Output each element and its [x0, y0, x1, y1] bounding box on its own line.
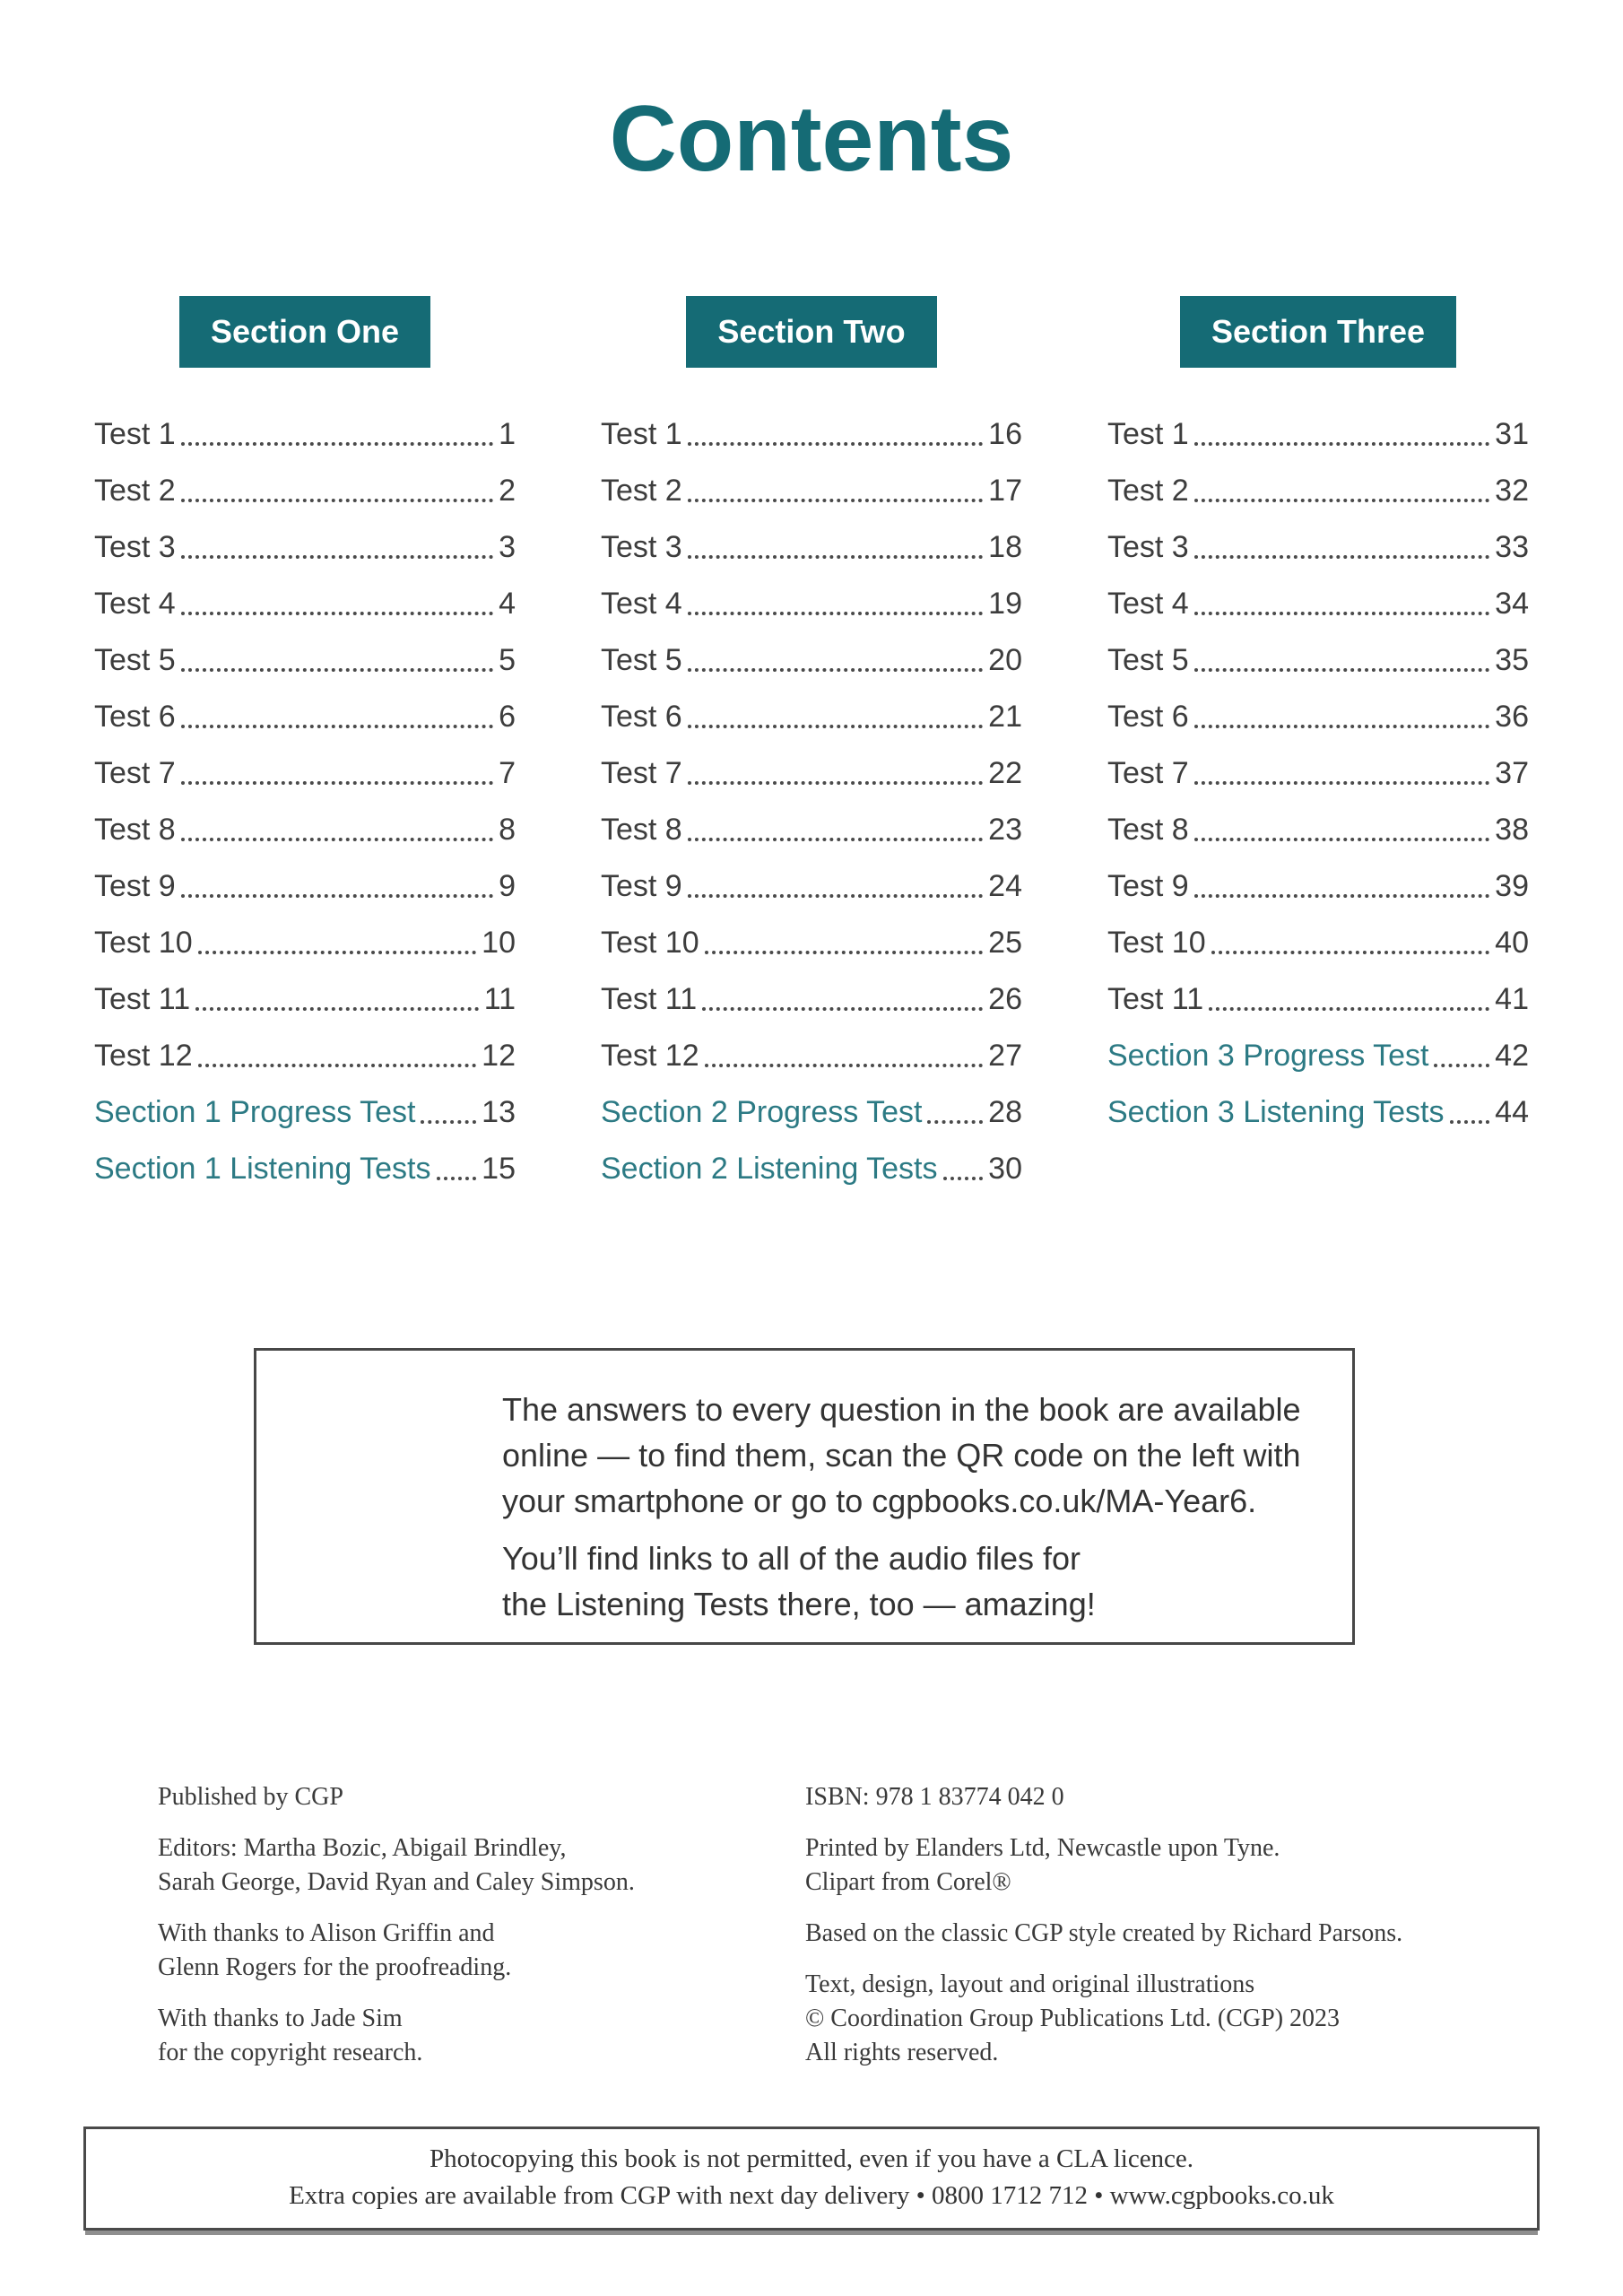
toc-entry-label: Test 12 — [94, 1039, 193, 1073]
toc-entry — [94, 1141, 516, 1197]
toc-entry-page-number: 36 — [1495, 700, 1529, 734]
toc-entry — [601, 1028, 1022, 1084]
toc-entry-label: Test 5 — [601, 643, 682, 677]
toc-entry — [1107, 463, 1529, 519]
dotted-leader — [927, 1102, 983, 1124]
dotted-leader — [181, 537, 493, 559]
toc-entry-page-number: 1 — [499, 417, 516, 451]
toc-entry-page-number: 25 — [988, 926, 1022, 960]
toc-entry-label: Test 6 — [1107, 700, 1189, 734]
toc-entry-page-number: 24 — [988, 869, 1022, 903]
toc-entry — [601, 689, 1022, 745]
toc-column — [94, 296, 516, 1197]
dotted-leader — [1194, 707, 1489, 728]
toc-entry — [94, 576, 516, 632]
dotted-leader — [705, 933, 984, 954]
toc-entry — [601, 858, 1022, 915]
dotted-leader — [181, 763, 493, 785]
dotted-leader — [1211, 933, 1490, 954]
imprint-line: With thanks to Alison Griffin and — [158, 1919, 495, 1947]
toc-entry-page-number: 33 — [1495, 530, 1529, 564]
toc-entry-label: Test 4 — [94, 587, 176, 621]
section-header-wrap — [601, 296, 1022, 368]
imprint-line: ISBN: 978 1 83774 042 0 — [805, 1783, 1064, 1811]
qr-code-placeholder — [283, 1387, 481, 1602]
dotted-leader — [198, 1046, 477, 1067]
toc-entry-label: Test 3 — [94, 530, 176, 564]
toc-column — [601, 296, 1022, 1197]
toc-entry — [601, 1141, 1022, 1197]
imprint-paragraph — [805, 1917, 1487, 1951]
toc-entry-page-number: 11 — [483, 982, 516, 1016]
toc-entry — [601, 1084, 1022, 1141]
answers-note-paragraph — [502, 1535, 1327, 1627]
toc-entry — [94, 519, 516, 576]
toc-entry-page-number: 10 — [482, 926, 516, 960]
toc-entry-label: Test 11 — [601, 982, 698, 1016]
dotted-leader — [688, 876, 983, 898]
dotted-leader — [181, 650, 493, 672]
toc-entry — [1107, 576, 1529, 632]
toc-entry-label: Test 5 — [1107, 643, 1189, 677]
dotted-leader — [688, 537, 983, 559]
dotted-leader — [437, 1159, 477, 1180]
toc-entry-page-number: 35 — [1495, 643, 1529, 677]
toc-entry-page-number: 4 — [499, 587, 516, 621]
toc-entry-label: Test 9 — [94, 869, 176, 903]
answers-note-paragraph — [502, 1387, 1327, 1524]
toc-entry-page-number: 27 — [988, 1039, 1022, 1073]
imprint-line: Based on the classic CGP style created by Richard Parsons. — [805, 1919, 1403, 1947]
toc-entry-label: Section 3 Listening Tests — [1107, 1095, 1445, 1129]
toc-entry — [94, 406, 516, 463]
toc-entry-page-number: 26 — [988, 982, 1022, 1016]
toc-entry-page-number: 34 — [1495, 587, 1529, 621]
imprint-line: Published by CGP — [158, 1783, 343, 1811]
toc-entry — [601, 971, 1022, 1028]
toc-entry-page-number: 19 — [988, 587, 1022, 621]
toc-entry-page-number: 12 — [482, 1039, 516, 1073]
dotted-leader — [1194, 424, 1489, 446]
toc-entry — [601, 406, 1022, 463]
toc-entry-label: Test 8 — [1107, 813, 1189, 847]
imprint-paragraph — [805, 1831, 1487, 1900]
photocopying-notice-line: Photocopying this book is not permitted, even if you have a CLA licence. — [429, 2144, 1194, 2173]
toc-entry-label: Test 10 — [94, 926, 193, 960]
toc-columns — [94, 296, 1529, 1197]
toc-entry — [94, 689, 516, 745]
dotted-leader — [702, 989, 983, 1011]
dotted-leader — [688, 707, 983, 728]
dotted-leader — [1194, 820, 1489, 841]
toc-entry — [1107, 858, 1529, 915]
dotted-leader — [181, 594, 493, 615]
toc-entry-page-number: 37 — [1495, 756, 1529, 790]
toc-entry — [601, 915, 1022, 971]
answers-note-line: your smartphone or go to cgpbooks.co.uk/MA-Year6. — [502, 1483, 1257, 1519]
imprint-paragraph — [158, 1831, 741, 1900]
toc-entry-label: Test 11 — [94, 982, 191, 1016]
toc-entry — [1107, 689, 1529, 745]
dotted-leader — [943, 1159, 984, 1180]
imprint-left-column — [158, 1780, 741, 2087]
toc-entry-label: Test 9 — [601, 869, 682, 903]
dotted-leader — [1194, 594, 1489, 615]
answers-note-text — [502, 1387, 1327, 1627]
toc-entry — [94, 858, 516, 915]
imprint-line: All rights reserved. — [805, 2039, 999, 2066]
dotted-leader — [688, 424, 983, 446]
toc-entry-page-number: 9 — [499, 869, 516, 903]
dotted-leader — [688, 820, 983, 841]
toc-entry-label: Section 1 Listening Tests — [94, 1152, 431, 1186]
toc-entry-label: Section 1 Progress Test — [94, 1095, 416, 1129]
dotted-leader — [688, 763, 983, 785]
toc-entry — [1107, 519, 1529, 576]
toc-entry-page-number: 16 — [988, 417, 1022, 451]
toc-entry-page-number: 41 — [1495, 982, 1529, 1016]
toc-entry — [94, 632, 516, 689]
dotted-leader — [198, 933, 477, 954]
toc-entry-label: Test 3 — [601, 530, 682, 564]
toc-entry-label: Test 1 — [94, 417, 176, 451]
toc-entry-page-number: 31 — [1495, 417, 1529, 451]
toc-entry-page-number: 7 — [499, 756, 516, 790]
toc-entry-label: Test 9 — [1107, 869, 1189, 903]
toc-entry — [94, 463, 516, 519]
toc-entry — [601, 519, 1022, 576]
imprint-paragraph — [805, 1968, 1487, 2070]
toc-entry-page-number: 21 — [988, 700, 1022, 734]
imprint-line: Text, design, layout and original illustrations — [805, 1970, 1255, 1998]
toc-entry-label: Test 7 — [94, 756, 176, 790]
toc-entry-page-number: 8 — [499, 813, 516, 847]
toc-entry — [1107, 745, 1529, 802]
toc-entry-page-number: 13 — [482, 1095, 516, 1129]
dotted-leader — [181, 876, 493, 898]
section-header-wrap — [1107, 296, 1529, 368]
dotted-leader — [1434, 1046, 1489, 1067]
imprint-paragraph — [158, 1917, 741, 1985]
toc-entry-page-number: 28 — [988, 1095, 1022, 1129]
dotted-leader — [1194, 537, 1489, 559]
toc-entry — [1107, 802, 1529, 858]
dotted-leader — [688, 650, 983, 672]
dotted-leader — [181, 820, 493, 841]
answers-note-line: the Listening Tests there, too — amazing! — [502, 1586, 1096, 1622]
toc-entry-page-number: 40 — [1495, 926, 1529, 960]
toc-entry-page-number: 18 — [988, 530, 1022, 564]
toc-entry-page-number: 15 — [482, 1152, 516, 1186]
toc-entry-page-number: 32 — [1495, 474, 1529, 508]
dotted-leader — [1194, 650, 1489, 672]
section-header: Section Three — [1180, 296, 1456, 368]
toc-entry-label: Test 7 — [1107, 756, 1189, 790]
dotted-leader — [195, 989, 479, 1011]
toc-entry-page-number: 2 — [499, 474, 516, 508]
section-header: Section Two — [686, 296, 936, 368]
toc-entry-page-number: 42 — [1495, 1039, 1529, 1073]
toc-entry-label: Section 2 Listening Tests — [601, 1152, 938, 1186]
toc-entry — [1107, 1084, 1529, 1141]
toc-entry-label: Section 2 Progress Test — [601, 1095, 923, 1129]
toc-entry-page-number: 3 — [499, 530, 516, 564]
dotted-leader — [181, 424, 493, 446]
toc-entry-label: Test 10 — [1107, 926, 1206, 960]
dotted-leader — [1450, 1102, 1490, 1124]
section-header: Section One — [179, 296, 430, 368]
toc-entry — [1107, 971, 1529, 1028]
toc-entry-label: Test 2 — [601, 474, 682, 508]
answers-note-box — [254, 1348, 1355, 1645]
toc-entry — [94, 1084, 516, 1141]
toc-entry — [94, 915, 516, 971]
toc-entry — [601, 802, 1022, 858]
toc-entry-label: Test 11 — [1107, 982, 1204, 1016]
toc-entry — [1107, 915, 1529, 971]
page-title: Contents — [609, 87, 1014, 191]
toc-entry-page-number: 5 — [499, 643, 516, 677]
dotted-leader — [688, 481, 983, 502]
toc-entry-label: Test 8 — [94, 813, 176, 847]
imprint-line: Clipart from Corel® — [805, 1868, 1011, 1896]
toc-entry-page-number: 23 — [988, 813, 1022, 847]
toc-entry — [601, 463, 1022, 519]
toc-entry — [601, 576, 1022, 632]
toc-entry — [1107, 632, 1529, 689]
toc-entry-label: Test 7 — [601, 756, 682, 790]
photocopying-notice-line: Extra copies are available from CGP with next day delivery • 0800 1712 712 • www.cgpbooks.co.uk — [289, 2181, 1334, 2210]
dotted-leader — [181, 481, 493, 502]
imprint-line: With thanks to Jade Sim — [158, 2005, 403, 2032]
toc-entry-label: Test 4 — [601, 587, 682, 621]
section-header-wrap — [94, 296, 516, 368]
toc-entry — [1107, 1028, 1529, 1084]
toc-entry-label: Test 2 — [1107, 474, 1189, 508]
toc-entry — [601, 632, 1022, 689]
toc-entry — [1107, 406, 1529, 463]
toc-entry-label: Test 4 — [1107, 587, 1189, 621]
toc-entry-page-number: 30 — [988, 1152, 1022, 1186]
toc-entry — [94, 971, 516, 1028]
imprint-line: Editors: Martha Bozic, Abigail Brindley, — [158, 1834, 567, 1862]
toc-entry-page-number: 6 — [499, 700, 516, 734]
toc-entry-label: Test 5 — [94, 643, 176, 677]
answers-note-line: The answers to every question in the book are available — [502, 1391, 1301, 1428]
toc-entry — [601, 745, 1022, 802]
toc-entry-label: Test 12 — [601, 1039, 699, 1073]
dotted-leader — [181, 707, 493, 728]
imprint-line: © Coordination Group Publications Ltd. (CGP) 2023 — [805, 2005, 1341, 2032]
toc-entry-page-number: 39 — [1495, 869, 1529, 903]
imprint-line: for the copyright research. — [158, 2039, 423, 2066]
toc-entry-label: Test 2 — [94, 474, 176, 508]
dotted-leader — [421, 1102, 476, 1124]
toc-entry — [94, 1028, 516, 1084]
toc-entry — [94, 802, 516, 858]
imprint-paragraph — [158, 2002, 741, 2070]
toc-entry-page-number: 20 — [988, 643, 1022, 677]
imprint-line: Printed by Elanders Ltd, Newcastle upon Tyne. — [805, 1834, 1280, 1862]
toc-entry-label: Test 6 — [601, 700, 682, 734]
toc-entry-page-number: 22 — [988, 756, 1022, 790]
toc-entry-label: Test 3 — [1107, 530, 1189, 564]
toc-entry-label: Test 1 — [1107, 417, 1189, 451]
toc-entry-page-number: 17 — [988, 474, 1022, 508]
dotted-leader — [1194, 763, 1489, 785]
toc-entry-page-number: 44 — [1495, 1095, 1529, 1129]
imprint-right-column — [805, 1780, 1487, 2087]
imprint-line: Glenn Rogers for the proofreading. — [158, 1953, 512, 1981]
toc-entry-label: Test 10 — [601, 926, 699, 960]
photocopying-notice-box — [83, 2126, 1540, 2231]
toc-entry-label: Test 1 — [601, 417, 682, 451]
toc-column — [1107, 296, 1529, 1197]
toc-entry-label: Test 6 — [94, 700, 176, 734]
imprint-line: Sarah George, David Ryan and Caley Simpson. — [158, 1868, 635, 1896]
dotted-leader — [1194, 481, 1489, 502]
answers-note-line: online — to find them, scan the QR code on the left with — [502, 1437, 1301, 1474]
imprint-paragraph — [158, 1780, 741, 1814]
dotted-leader — [1194, 876, 1489, 898]
imprint-paragraph — [805, 1780, 1487, 1814]
answers-note-line: You’ll find links to all of the audio files for — [502, 1540, 1081, 1577]
toc-entry-page-number: 38 — [1495, 813, 1529, 847]
toc-entry-label: Section 3 Progress Test — [1107, 1039, 1429, 1073]
dotted-leader — [688, 594, 983, 615]
toc-entry-label: Test 8 — [601, 813, 682, 847]
dotted-leader — [1209, 989, 1489, 1011]
toc-entry — [94, 745, 516, 802]
dotted-leader — [705, 1046, 984, 1067]
